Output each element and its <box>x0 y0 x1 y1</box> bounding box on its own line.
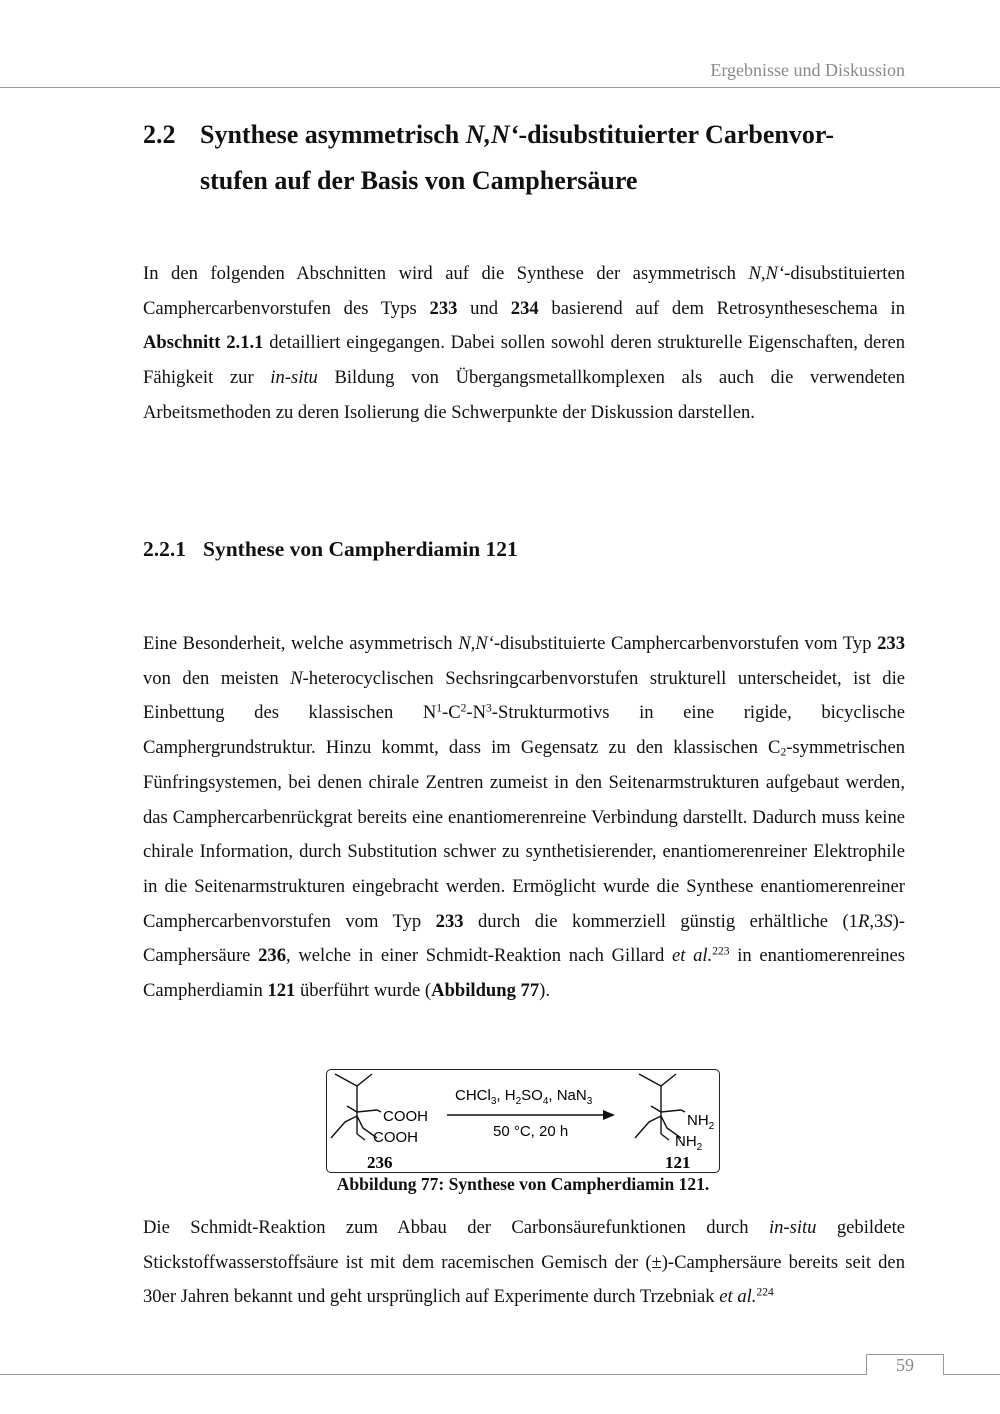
text-run: , welche in einer Schmidt-Reaktion nach Gillard <box>286 945 672 967</box>
superscript: 1 <box>436 703 443 716</box>
text-run: und <box>457 297 511 319</box>
section-heading <box>143 112 903 204</box>
text-italic: in-situ <box>768 1217 817 1238</box>
compound-ref: 233 <box>435 910 464 932</box>
nh2-label-top: $NH_2$ <box>687 1112 715 1132</box>
reaction-scheme-drawing <box>327 1070 721 1174</box>
nh2-label-bottom: $NH_2$ <box>675 1133 703 1153</box>
text-italic: R <box>857 910 870 932</box>
text-italic: N,N‘ <box>748 263 785 284</box>
paragraph-schmidt <box>143 1211 905 1315</box>
compound-ref: 233 <box>877 633 905 654</box>
compound-label-236: 236 <box>367 1153 393 1172</box>
section-number: 2.2 <box>143 120 176 149</box>
text-italic: S <box>883 910 893 932</box>
subscript: 2 <box>780 746 787 759</box>
text-run: )-Camphersäure <box>143 910 905 967</box>
compound-label-121: 121 <box>665 1153 691 1172</box>
citation: 223 <box>712 946 730 958</box>
subsection-number: 2.2.1 <box>143 537 186 561</box>
text-run: in enantiomerenreines Campherdiamin <box>143 945 906 1002</box>
text-run: -Strukturmotivs in eine rigide, bicyclische Camphergrundstruktur. Hinzu kommt, dass im Gegensatz zu den klassischen C <box>143 702 905 759</box>
text-run: durch die kommerziell günstig erhältliche (1 <box>463 910 858 932</box>
text-run: gebildete Stickstoffwasserstoffsäure ist mit dem racemischen Gemisch der (±)-Camphersäure bereits seit den 30er Jahren bekannt und geht ursprünglich auf Experimente durch Trzebniak <box>143 1217 905 1308</box>
text-run: basierend auf dem Retrosyntheseschema in <box>538 297 905 319</box>
text-italic: in-situ <box>270 367 318 389</box>
page-number: 59 <box>896 1355 914 1375</box>
section-ref: Abschnitt 2.1.1 <box>143 332 264 354</box>
text-run: ). <box>539 980 550 1002</box>
reaction-arrow <box>447 1110 615 1120</box>
compound-ref: 234 <box>510 297 539 319</box>
text-run: Bildung von Übergangsmetallkomplexen als auch die verwendeten Arbeitsmethoden zu deren Isolierung die Schwerpunkte der Diskussion darstellen. <box>143 367 905 423</box>
text-italic: N,N‘ <box>458 633 494 654</box>
text-run: -heterocyclischen Sechsringcarbenvorstufen strukturell unterscheidet, ist die Einbettung des klassischen N <box>143 667 905 724</box>
cooh-label-top: COOH <box>383 1108 428 1125</box>
paragraph-intro <box>143 257 905 431</box>
superscript: 2 <box>460 703 467 716</box>
text-run: ,3 <box>869 910 884 932</box>
compound-ref: 236 <box>258 945 286 967</box>
superscript: 3 <box>486 703 492 716</box>
text-run: -C <box>442 702 461 724</box>
compound-ref: 121 <box>267 980 296 1002</box>
text-run: Die Schmidt-Reaktion zum Abbau der Carbonsäurefunktionen durch <box>143 1217 769 1238</box>
footer-rule <box>944 1374 1000 1375</box>
section-title-italic: N,N‘ <box>465 120 519 149</box>
header-rule <box>0 87 1000 88</box>
text-italic: et al. <box>672 945 713 967</box>
subsection-heading <box>143 537 518 562</box>
text-run: -disubstituierten Camphercarbenvorstufen des Typs <box>143 263 905 319</box>
section-title <box>200 112 903 204</box>
text-run: detailliert eingegangen. Dabei sollen sowohl deren strukturelle Eigenschaften, deren Fähigkeit zur <box>143 332 905 389</box>
text-run: Eine Besonderheit, welche asymmetrisch <box>143 633 459 654</box>
conditions-label: 50 °C, 20 h <box>493 1123 569 1140</box>
figure-caption: Abbildung 77: Synthese von Campherdiamin 121. <box>336 1174 710 1194</box>
text-run: überführt wurde ( <box>295 980 432 1002</box>
compound-ref: 233 <box>429 297 458 319</box>
section-title-part: -disubstituierter Carbenvor- stufen auf der Basis von Camphersäure <box>200 120 835 195</box>
text-run: von den meisten <box>143 667 291 689</box>
figure-ref: Abbildung 77 <box>431 980 540 1002</box>
subsection-title: Synthese von Campherdiamin 121 <box>203 537 518 561</box>
diamine-structure <box>635 1074 685 1140</box>
text-run: -symmetrischen Fünfringsystemen, bei denen chirale Zentren zumeist in den Seitenarmstrukturen aufgebaut werden, das Camphercarbenrückgrat bereits eine enantiomerenreine Verbindung darstellt. Dadurch muss keine chirale Information, durch Substitution schwer zu synthetisierender, enantiomerenreiner Elektrophile in die Seitenarmstrukturen eingebracht werden. Ermöglicht wurde die Synthese enantiomerenreiner Camphercarbenvorstufen vom Typ <box>143 737 905 932</box>
text-run: In den folgenden Abschnitten wird auf die Synthese der asymmetrisch <box>143 263 749 284</box>
reaction-scheme <box>326 1069 720 1173</box>
text-italic: N <box>290 667 303 689</box>
running-header: Ergebnisse und Diskussion <box>710 60 905 80</box>
text-run: -N <box>466 702 487 724</box>
text-run: -disubstituierte Camphercarbenvorstufen vom Typ <box>493 633 878 654</box>
cooh-label-bottom: COOH <box>373 1129 418 1146</box>
footer-rule <box>0 1374 866 1375</box>
paragraph-main <box>143 627 905 1009</box>
text-italic: et al. <box>719 1286 757 1308</box>
section-title-part: Synthese asymmetrisch <box>200 120 466 149</box>
citation: 224 <box>756 1287 774 1300</box>
reagents-label: CHCl$_3$, $H_2SO_4$, NaN$_3$ <box>455 1087 593 1107</box>
